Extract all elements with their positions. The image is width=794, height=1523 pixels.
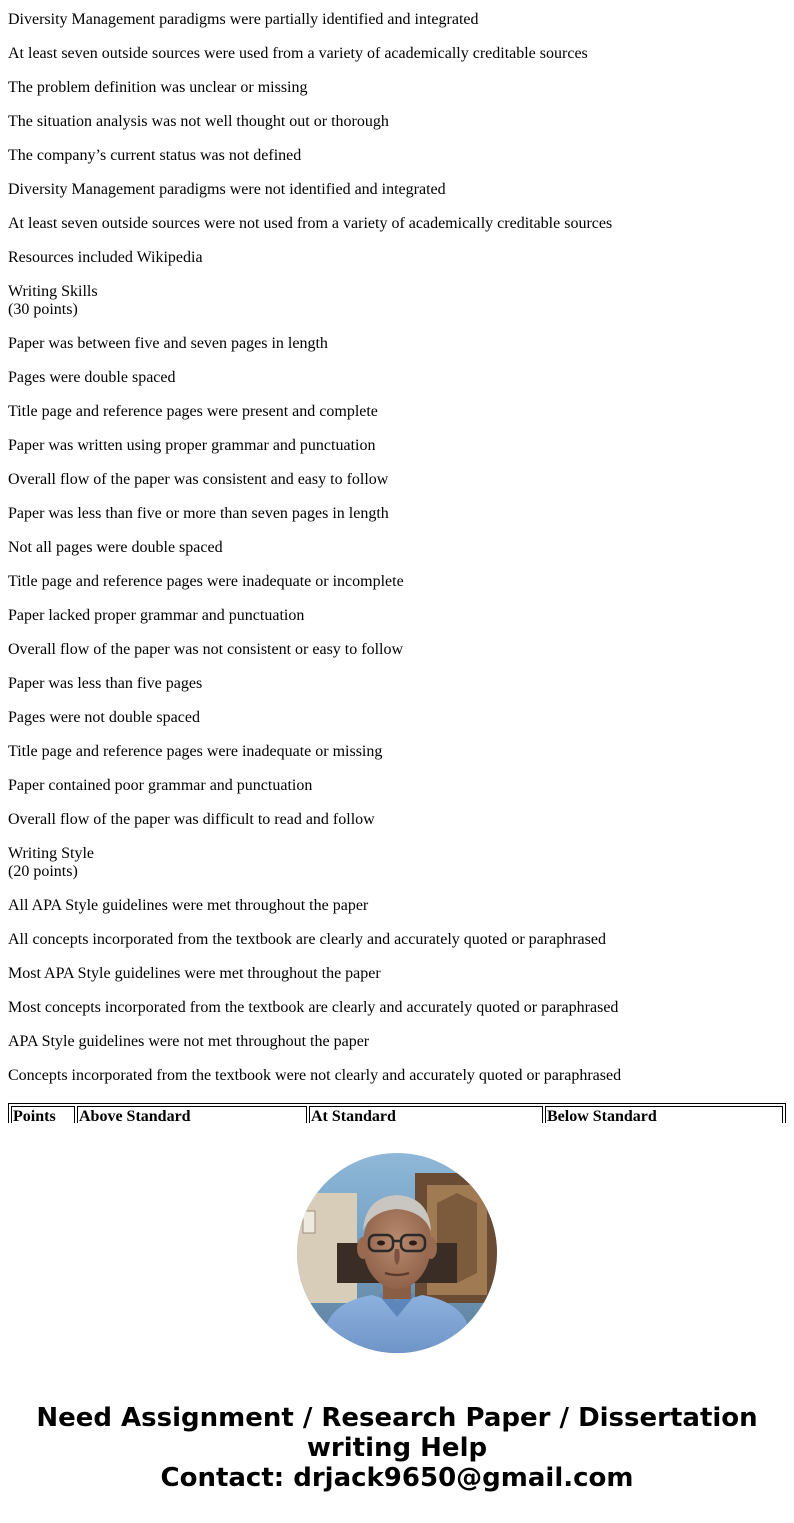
rubric-line: Title page and reference pages were present and complete	[8, 403, 378, 420]
rubric-line: All APA Style guidelines were met throughout the paper	[8, 897, 369, 914]
rubric-table	[8, 1103, 786, 1123]
rubric-table-wrapper	[8, 1103, 786, 1123]
rubric-line: The problem definition was unclear or missing	[8, 79, 308, 96]
rubric-line: Overall flow of the paper was consistent and easy to follow	[8, 471, 389, 488]
rubric-line: Overall flow of the paper was difficult to read and follow	[8, 811, 375, 828]
rubric-line: APA Style guidelines were not met throughout the paper	[8, 1033, 370, 1050]
column-header-points: Points	[11, 1106, 75, 1123]
rubric-line: Diversity Management paradigms were not identified and integrated	[8, 181, 446, 198]
rubric-line: Not all pages were double spaced	[8, 539, 223, 556]
rubric-line: Diversity Management paradigms were partially identified and integrated	[8, 11, 479, 28]
rubric-content	[8, 11, 786, 1101]
rubric-line: Paper was less than five or more than seven pages in length	[8, 505, 389, 522]
cta-line: Need Assignment / Research Paper / Dissertation	[36, 1403, 758, 1433]
rubric-line: Concepts incorporated from the textbook were not clearly and accurately quoted or paraphrased	[8, 1067, 622, 1084]
rubric-line: At least seven outside sources were used from a variety of academically creditable sources	[8, 45, 588, 62]
cta-line: writing Help	[306, 1433, 488, 1463]
rubric-line: Paper was written using proper grammar and punctuation	[8, 437, 376, 454]
rubric-line: Most APA Style guidelines were met throughout the paper	[8, 965, 381, 982]
column-header-at-standard: At Standard	[309, 1106, 543, 1123]
rubric-line: Paper contained poor grammar and punctuation	[8, 777, 313, 794]
rubric-line: The company’s current status was not defined	[8, 147, 302, 164]
criterion-title: Writing Style	[8, 845, 95, 862]
criterion-points: (20 points)	[8, 863, 78, 880]
rubric-line: Title page and reference pages were inadequate or missing	[8, 743, 383, 760]
column-header-below-standard: Below Standard	[545, 1106, 783, 1123]
table-header-row	[11, 1106, 783, 1123]
contact-email: Contact: drjack9650@gmail.com	[160, 1463, 634, 1493]
author-avatar	[297, 1153, 497, 1353]
rubric-line: Paper was between five and seven pages in length	[8, 335, 328, 352]
rubric-line: Pages were not double spaced	[8, 709, 200, 726]
writing-skills-heading	[8, 283, 786, 319]
contact-banner	[0, 1403, 794, 1493]
rubric-line: The situation analysis was not well thought out or thorough	[8, 113, 389, 130]
column-header-above-standard: Above Standard	[77, 1106, 307, 1123]
rubric-line: Resources included Wikipedia	[8, 249, 203, 266]
criterion-title: Writing Skills	[8, 283, 98, 300]
rubric-line: Title page and reference pages were inadequate or incomplete	[8, 573, 404, 590]
rubric-line: All concepts incorporated from the textbook are clearly and accurately quoted or paraphrased	[8, 931, 606, 948]
rubric-line: At least seven outside sources were not used from a variety of academically creditable sources	[8, 215, 613, 232]
criterion-points: (30 points)	[8, 301, 78, 318]
writing-style-heading	[8, 845, 786, 881]
rubric-line: Paper was less than five pages	[8, 675, 203, 692]
rubric-line: Pages were double spaced	[8, 369, 176, 386]
rubric-line: Most concepts incorporated from the textbook are clearly and accurately quoted or paraphrased	[8, 999, 619, 1016]
rubric-line: Paper lacked proper grammar and punctuation	[8, 607, 305, 624]
rubric-line: Overall flow of the paper was not consistent or easy to follow	[8, 641, 404, 658]
